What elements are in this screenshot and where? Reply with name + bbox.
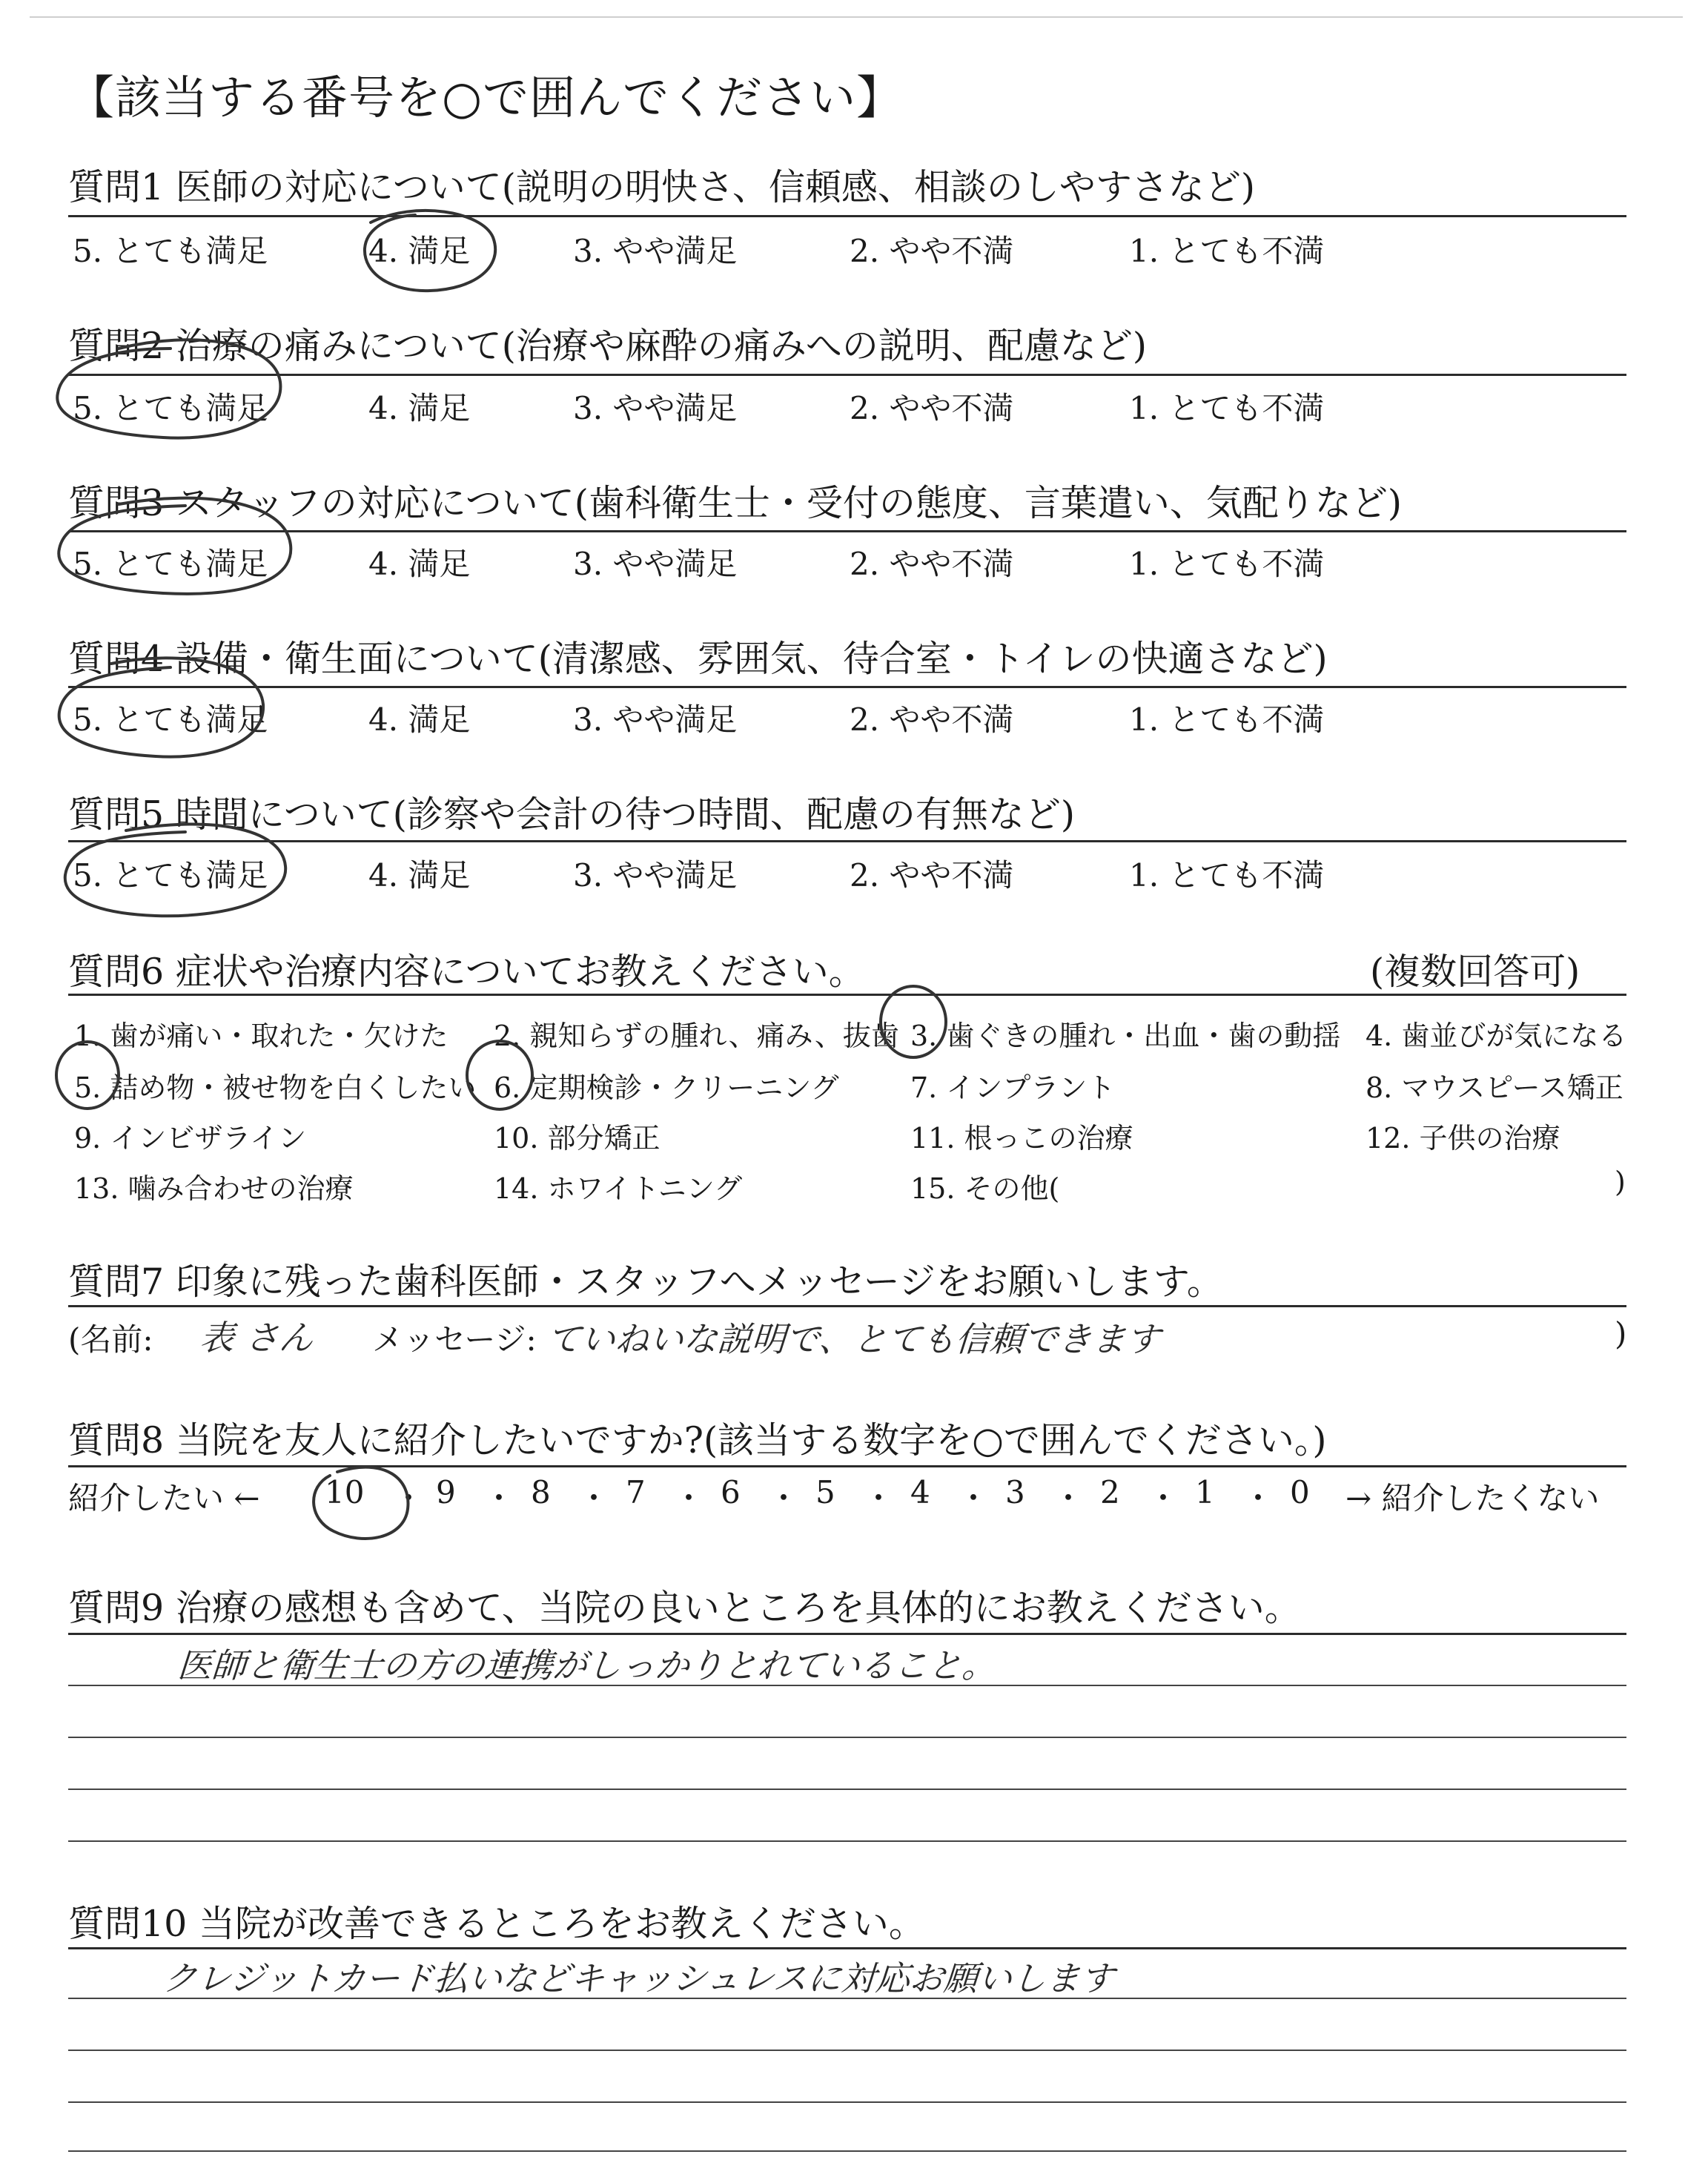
q8-separator: ・ (1053, 1480, 1085, 1516)
q8-score-3[interactable]: 3 (1005, 1474, 1025, 1510)
q2-option-5[interactable]: 5. とても満足 (73, 390, 268, 426)
q6-option-7[interactable]: 7. インプラント (910, 1071, 1116, 1104)
q4-option-2[interactable]: 2. やや不満 (850, 701, 1014, 738)
q6-option-10[interactable]: 10. 部分矯正 (494, 1122, 661, 1155)
q8-separator: ・ (863, 1480, 895, 1516)
q8-separator: ・ (768, 1480, 800, 1516)
q6-option-1[interactable]: 1. 歯が痛い・取れた・欠けた (74, 1020, 448, 1052)
q8-separator: ・ (393, 1480, 425, 1516)
q6-option-8[interactable]: 8. マウスピース矯正 (1366, 1071, 1623, 1104)
q3-option-2[interactable]: 2. やや不満 (850, 546, 1014, 582)
q5-option-4[interactable]: 4. 満足 (368, 857, 471, 894)
q8-separator: ・ (578, 1480, 610, 1516)
q2-circle-mark (57, 340, 280, 437)
q8-score-8[interactable]: 8 (531, 1474, 551, 1510)
q6-option-4[interactable]: 4. 歯並びが気になる (1366, 1020, 1627, 1052)
question-7-title: 質問7 印象に残った歯科医師・スタッフへメッセージをお願いします。 (68, 1261, 1223, 1303)
q3-option-1[interactable]: 1. とても不満 (1129, 546, 1325, 582)
q5-option-3[interactable]: 3. やや満足 (573, 857, 738, 894)
question-10-title: 質問10 当院が改善できるところをお教えください。 (68, 1903, 925, 1945)
q8-score-1[interactable]: 1 (1195, 1474, 1215, 1510)
q8-separator: ・ (1148, 1480, 1179, 1516)
q2-option-2[interactable]: 2. やや不満 (850, 390, 1014, 426)
question-8-title: 質問8 当院を友人に紹介したいですか?(該当する数字を○で囲んでください。) (68, 1419, 1327, 1462)
q3-option-4[interactable]: 4. 満足 (368, 546, 471, 582)
question-3-title: 質問3 スタッフの対応について(歯科衛生士・受付の態度、言葉遣い、気配りなど) (68, 482, 1403, 524)
q5-option-5[interactable]: 5. とても満足 (73, 857, 268, 894)
page-instruction: 【該当する番号を○で囲んでください】 (68, 70, 904, 125)
q8-separator: ・ (958, 1480, 990, 1516)
q2-option-3[interactable]: 3. やや満足 (573, 390, 738, 426)
q7-message-label: メッセージ: (372, 1321, 537, 1358)
q6-option-9[interactable]: 9. インビザライン (74, 1122, 307, 1155)
q6-option-13[interactable]: 13. 噛み合わせの治療 (74, 1172, 354, 1205)
q9-answer-handwritten[interactable]: 医師と衛生士の方の連携がしっかりとれていること。 (176, 1645, 998, 1685)
q8-score-6[interactable]: 6 (721, 1474, 741, 1510)
q6-option-12[interactable]: 12. 子供の治療 (1366, 1122, 1560, 1155)
q2-option-1[interactable]: 1. とても不満 (1129, 390, 1325, 426)
q8-left-label: 紹介したい ← (68, 1480, 260, 1516)
q8-right-label: → 紹介したくない (1345, 1480, 1600, 1516)
q6-option-14[interactable]: 14. ホワイトニング (494, 1172, 743, 1205)
q8-circle-mark (314, 1467, 408, 1539)
q7-name-label: (名前: (68, 1321, 153, 1358)
q8-score-5[interactable]: 5 (815, 1474, 835, 1510)
q4-option-3[interactable]: 3. やや満足 (573, 701, 738, 738)
q4-circle-mark (59, 658, 263, 756)
q6-option-6[interactable]: 6. 定期検診・クリーニング (494, 1071, 839, 1104)
q1-option-3[interactable]: 3. やや満足 (573, 233, 738, 269)
q6-option-11[interactable]: 11. 根っこの治療 (910, 1122, 1133, 1155)
q6-option-3[interactable]: 3. 歯ぐきの腫れ・出血・歯の動揺 (910, 1020, 1341, 1052)
q6-option-15-close: ) (1615, 1166, 1626, 1198)
q6-option-5-circle-mark (56, 1042, 119, 1109)
q4-option-4[interactable]: 4. 満足 (368, 701, 471, 738)
q6-option-3-circle-mark (881, 986, 946, 1057)
q1-option-4[interactable]: 4. 満足 (368, 233, 471, 269)
q1-option-2[interactable]: 2. やや不満 (850, 233, 1014, 269)
q6-option-5[interactable]: 5. 詰め物・被せ物を白くしたい (74, 1071, 477, 1104)
q8-score-2[interactable]: 2 (1100, 1474, 1120, 1510)
q3-option-5[interactable]: 5. とても満足 (73, 546, 268, 582)
q1-option-5[interactable]: 5. とても満足 (73, 233, 268, 269)
q6-option-6-circle-mark (467, 1041, 532, 1109)
question-9-title: 質問9 治療の感想も含めて、当院の良いところを具体的にお教えください。 (68, 1587, 1301, 1629)
q8-score-9[interactable]: 9 (436, 1474, 456, 1510)
q10-answer-handwritten[interactable]: クレジットカード払いなどキャッシュレスに対応お願いします (161, 1958, 1116, 1998)
question-1-title: 質問1 医師の対応について(説明の明快さ、信頼感、相談のしやすさなど) (68, 166, 1256, 208)
q8-score-4[interactable]: 4 (910, 1474, 930, 1510)
q8-score-0[interactable]: 0 (1290, 1474, 1310, 1510)
q7-name-handwritten[interactable]: 表 さん (198, 1318, 315, 1358)
q6-option-15[interactable]: 15. その他( (910, 1172, 1060, 1205)
q8-separator: ・ (1242, 1480, 1274, 1516)
q5-circle-mark (65, 824, 285, 916)
q8-separator: ・ (673, 1480, 705, 1516)
q7-close-paren: ) (1615, 1315, 1627, 1352)
question-6-title: 質問6 症状や治療内容についてお教えください。 (68, 951, 865, 993)
q8-score-7[interactable]: 7 (626, 1474, 646, 1510)
question-4-title: 質問4 設備・衛生面について(清潔感、雰囲気、待合室・トイレの快適さなど) (68, 638, 1328, 680)
q7-message-handwritten[interactable]: ていねいな説明で、とても信頼できます (545, 1319, 1162, 1359)
q6-option-2[interactable]: 2. 親知らずの腫れ、痛み、抜歯 (494, 1020, 899, 1052)
question-2-title: 質問2 治療の痛みについて(治療や麻酔の痛みへの説明、配慮など) (68, 325, 1148, 367)
q3-option-3[interactable]: 3. やや満足 (573, 546, 738, 582)
q1-circle-mark (365, 211, 495, 291)
q3-circle-mark (59, 498, 291, 594)
q5-option-1[interactable]: 1. とても不満 (1129, 857, 1325, 894)
q4-option-1[interactable]: 1. とても不満 (1129, 701, 1325, 738)
q4-option-5[interactable]: 5. とても満足 (73, 701, 268, 738)
question-6-note: (複数回答可) (1370, 951, 1580, 993)
q1-option-1[interactable]: 1. とても不満 (1129, 233, 1325, 269)
q8-separator: ・ (483, 1480, 515, 1516)
question-5-title: 質問5 時間について(診察や会計の待つ時間、配慮の有無など) (68, 793, 1076, 836)
q8-score-10[interactable]: 10 (325, 1474, 365, 1510)
q5-option-2[interactable]: 2. やや不満 (850, 857, 1014, 894)
q2-option-4[interactable]: 4. 満足 (368, 390, 471, 426)
